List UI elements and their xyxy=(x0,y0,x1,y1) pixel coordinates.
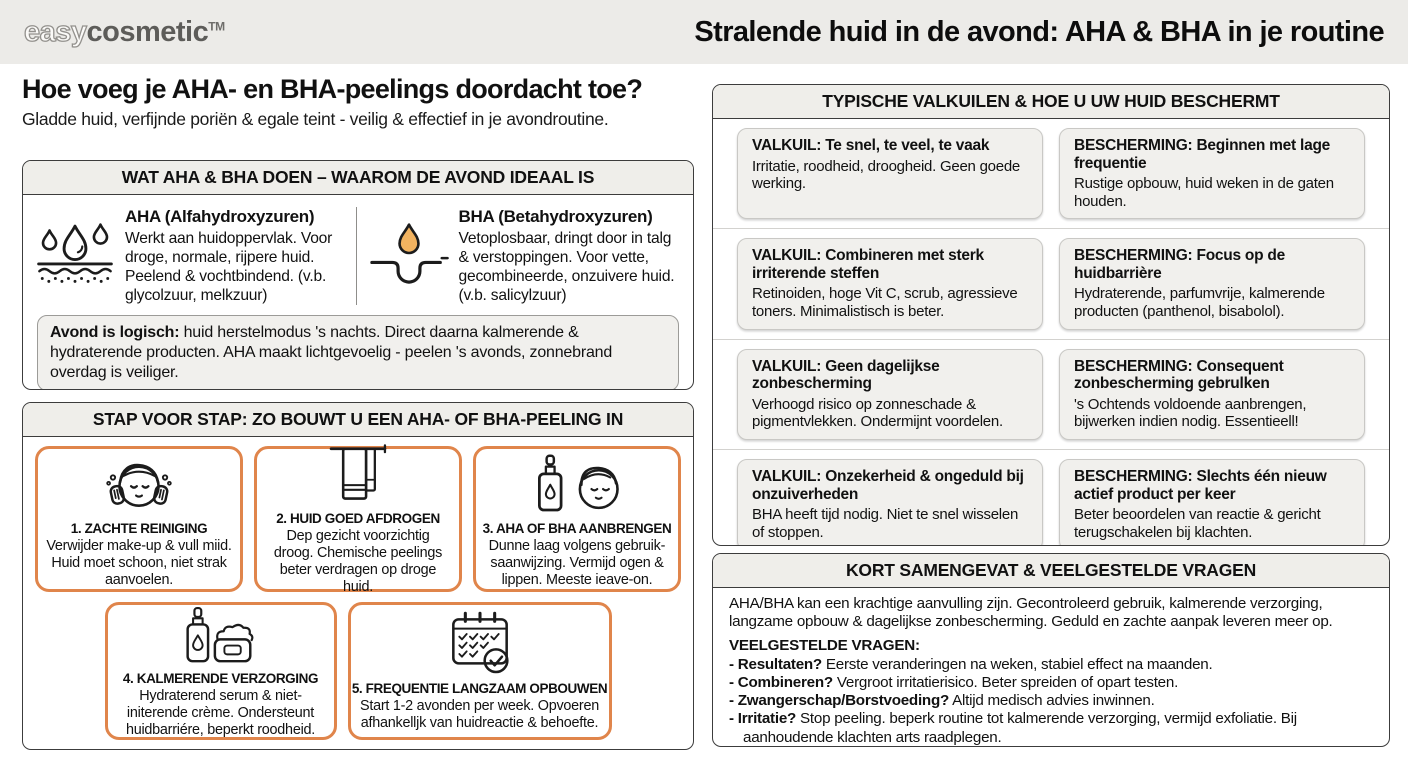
serum-cream-icon xyxy=(178,604,264,668)
step-card-5 xyxy=(348,602,612,740)
protection-text: Rustige opbouw, huid weken in de gaten houden. xyxy=(1074,175,1334,210)
step-3-title: 3. AHA OF BHA AANBRENGEN xyxy=(482,520,672,536)
pitfall-title: VALKUIL: Onzekerheid & ongeduld bij onzuiverheden xyxy=(752,468,1024,503)
evening-note-text: huid herstelmodus 's nachts. Direct daarna kalmerende & hydraterende producten. AHA maakt lichtgevoelig - peelen 's avonds, zonnebrand overdag is veiliger. xyxy=(50,324,613,382)
protection-title: BESCHERMING: Focus op de huidbarrière xyxy=(1074,247,1286,282)
faq-title: VEELGESTELDE VRAGEN: xyxy=(729,637,920,655)
step-card-3 xyxy=(473,446,681,592)
step-1-text: Verwijder make-up & vull miid. Huid moet schoon, niet strak aanvoelen. xyxy=(46,537,232,588)
pitfall-row-4 xyxy=(713,449,1389,546)
steps-grid xyxy=(23,437,693,749)
pitfall-row-3 xyxy=(713,339,1389,449)
logo-tm: TM xyxy=(208,18,225,33)
steps-panel xyxy=(22,402,694,750)
protection-card xyxy=(1059,349,1365,440)
step-3-text: Dunne laag volgens gebruiksaanwijzing. Vermijd ogen & lippen. Meeste ieave-on. xyxy=(488,537,666,588)
pitfall-text: Verhoogd risico op zonneschade & pigmentvlekken. Ondermijnt voordelen. xyxy=(752,395,1003,431)
faq-item-combine xyxy=(729,674,1373,692)
protection-text: 's Ochtends voldoende aanbrengen, bijwerken indien nodig. Essentieell! xyxy=(1074,395,1307,431)
step-2-text: Dep gezicht voorzichtig droog. Chemische peelings beter verdragen op droge huid. xyxy=(273,528,443,595)
what-panel-title: WAT AHA & BHA DOEN – WAAROM DE AVOND IDEAAL IS xyxy=(23,161,693,195)
intro-section xyxy=(22,74,696,130)
page-title: Stralende huid in de avond: AHA & BHA in je routine xyxy=(694,15,1384,48)
summary-paragraph: AHA/BHA kan een krachtige aanvulling zijn. Gecontroleerd gebruik, kalmerende verzorging, langzame opbouw & dagelijkse zonbescherming. Geduld en zachte aanpak leveren meer op. xyxy=(729,595,1333,631)
step-1-title: 1. ZACHTE REINIGING xyxy=(70,520,208,536)
step-card-1 xyxy=(35,446,243,592)
faq-item-results xyxy=(729,656,1373,674)
pitfall-title: VALKUIL: Combineren met sterk irriterende steffen xyxy=(752,247,984,282)
protection-text: Beter beoordelen van reactie & gericht terugschakelen bij klachten. xyxy=(1074,506,1321,541)
summary-panel xyxy=(712,553,1390,747)
step-5-title: 5. FREQUENTIE LANGZAAM OPBOUWEN xyxy=(351,681,608,697)
calendar-check-icon xyxy=(444,610,516,678)
faq-question: - Irritatie? xyxy=(729,710,797,728)
face-wash-icon xyxy=(92,450,186,518)
step-4-title: 4. KALMERENDE VERZORGING xyxy=(122,670,319,686)
faq-answer: Altijd medisch advies inwinnen. xyxy=(949,692,1155,710)
faq-question: - Resultaten? xyxy=(729,655,822,673)
header-bar xyxy=(0,0,1408,64)
steps-row-2 xyxy=(34,602,682,740)
aha-textblock xyxy=(125,207,348,305)
pitfall-text: BHA heeft tijd nodig. Niet te snel wisselen of stoppen. xyxy=(752,506,1019,541)
step-5-text: Start 1-2 avonden per week. Opvoeren afhankelljk van huidreactie & behoefte. xyxy=(360,698,599,731)
faq-question: - Zwangerschap/Borstvoeding? xyxy=(729,692,949,710)
intro-heading: Hoe voeg je AHA- en BHA-peelings doordacht toe? xyxy=(22,74,643,104)
faq-item-pregnancy xyxy=(729,692,1373,710)
bha-title: BHA (Betahydroxyzuren) xyxy=(458,207,653,226)
protection-text: Hydraterende, parfumvrije, kalmerende producten (panthenol, bisabolol). xyxy=(1074,285,1325,321)
pitfall-card xyxy=(737,349,1043,440)
bha-column xyxy=(356,207,682,305)
logo-easy: easy xyxy=(24,15,87,48)
faq-item-irritation xyxy=(729,710,1373,746)
step-4-text: Hydraterend serum & niet-initerende crème. Ondersteunt huidbarriére, beperkt roodheid. xyxy=(125,687,316,738)
pitfall-text: Irritatie, roodheid, droogheid. Geen goede werking. xyxy=(752,157,1021,193)
protection-card xyxy=(1059,459,1365,546)
evening-note-lead: Avond is logisch: xyxy=(50,324,180,342)
pitfall-card xyxy=(737,128,1043,219)
pitfall-title: VALKUIL: Te snel, te veel, te vaak xyxy=(752,137,990,154)
steps-row-1 xyxy=(34,446,682,595)
logo-cosmetic: cosmetic xyxy=(86,15,209,48)
aha-column xyxy=(35,207,348,305)
steps-panel-title: STAP VOOR STAP: ZO BOUWT U EEN AHA- OF BHA-PEELING IN xyxy=(23,403,693,437)
intro-subheading: Gladde huid, verfijnde poriën & egale teint - veilig & effectief in je avondroutine. xyxy=(22,109,609,129)
protection-card xyxy=(1059,128,1365,219)
bha-text: Vetoplosbaar, dringt door in talg & verstoppingen. Voor vette, gecombineerde, onzuivere huid. (v.b. salicylzuur) xyxy=(458,230,675,305)
aha-title: AHA (Alfahydroxyzuren) xyxy=(125,207,315,226)
faq-answer: Stop peeling. beperk routine tot kalmerende verzorging, vermijd exfoliatie. Bij aanhoudende klachten arts raadplegen. xyxy=(743,710,1297,746)
summary-panel-title: KORT SAMENGEVAT & VEELGESTELDE VRAGEN xyxy=(713,554,1389,588)
protection-card xyxy=(1059,238,1365,329)
evening-note xyxy=(37,315,679,390)
pitfalls-panel xyxy=(712,84,1390,546)
aha-text: Werkt aan huidoppervlak. Voor droge, normale, rijpere huid. Peelend & vochtbindend. (v.b. glycolzuur, melkzuur) xyxy=(125,230,333,305)
what-aha-bha-panel xyxy=(22,160,694,390)
pitfall-title: VALKUIL: Geen dagelijkse zonbescherming xyxy=(752,357,940,393)
pitfall-text: Retinoiden, hoge Vit C, scrub, agressieve toners. Minimalistisch is beter. xyxy=(752,285,1018,321)
bha-textblock xyxy=(459,207,682,305)
pitfall-card xyxy=(737,459,1043,546)
towel-icon xyxy=(327,442,389,508)
droplets-skin-icon xyxy=(35,207,115,291)
protection-title: BESCHERMING: Beginnen met lage frequentie xyxy=(1074,137,1331,172)
pore-droplet-icon xyxy=(369,207,449,291)
protection-title: BESCHERMING: Slechts één nieuw actief product per keer xyxy=(1074,468,1327,503)
summary-body xyxy=(713,588,1389,747)
pitfalls-panel-title: TYPISCHE VALKUILEN & HOE U UW HUID BESCHERMT xyxy=(713,85,1389,119)
brand-logo xyxy=(24,16,225,49)
faq-answer: Eerste veranderingen na weken, stabiel effect na maanden. xyxy=(821,655,1213,673)
pitfall-row-1 xyxy=(713,119,1389,228)
step-card-2 xyxy=(254,446,462,595)
protection-title: BESCHERMING: Consequent zonbescherming gebrulken xyxy=(1074,357,1284,393)
faq-answer: Vergroot irritatierisico. Beter spreiden of opart testen. xyxy=(832,673,1179,691)
faq-question: - Combineren? xyxy=(729,673,833,691)
step-2-title: 2. HUID GOED AFDROGEN xyxy=(276,511,440,527)
pitfall-row-2 xyxy=(713,228,1389,338)
dropper-face-icon xyxy=(529,450,625,518)
step-card-4 xyxy=(105,602,337,740)
pitfall-card xyxy=(737,238,1043,329)
what-columns xyxy=(23,195,693,307)
